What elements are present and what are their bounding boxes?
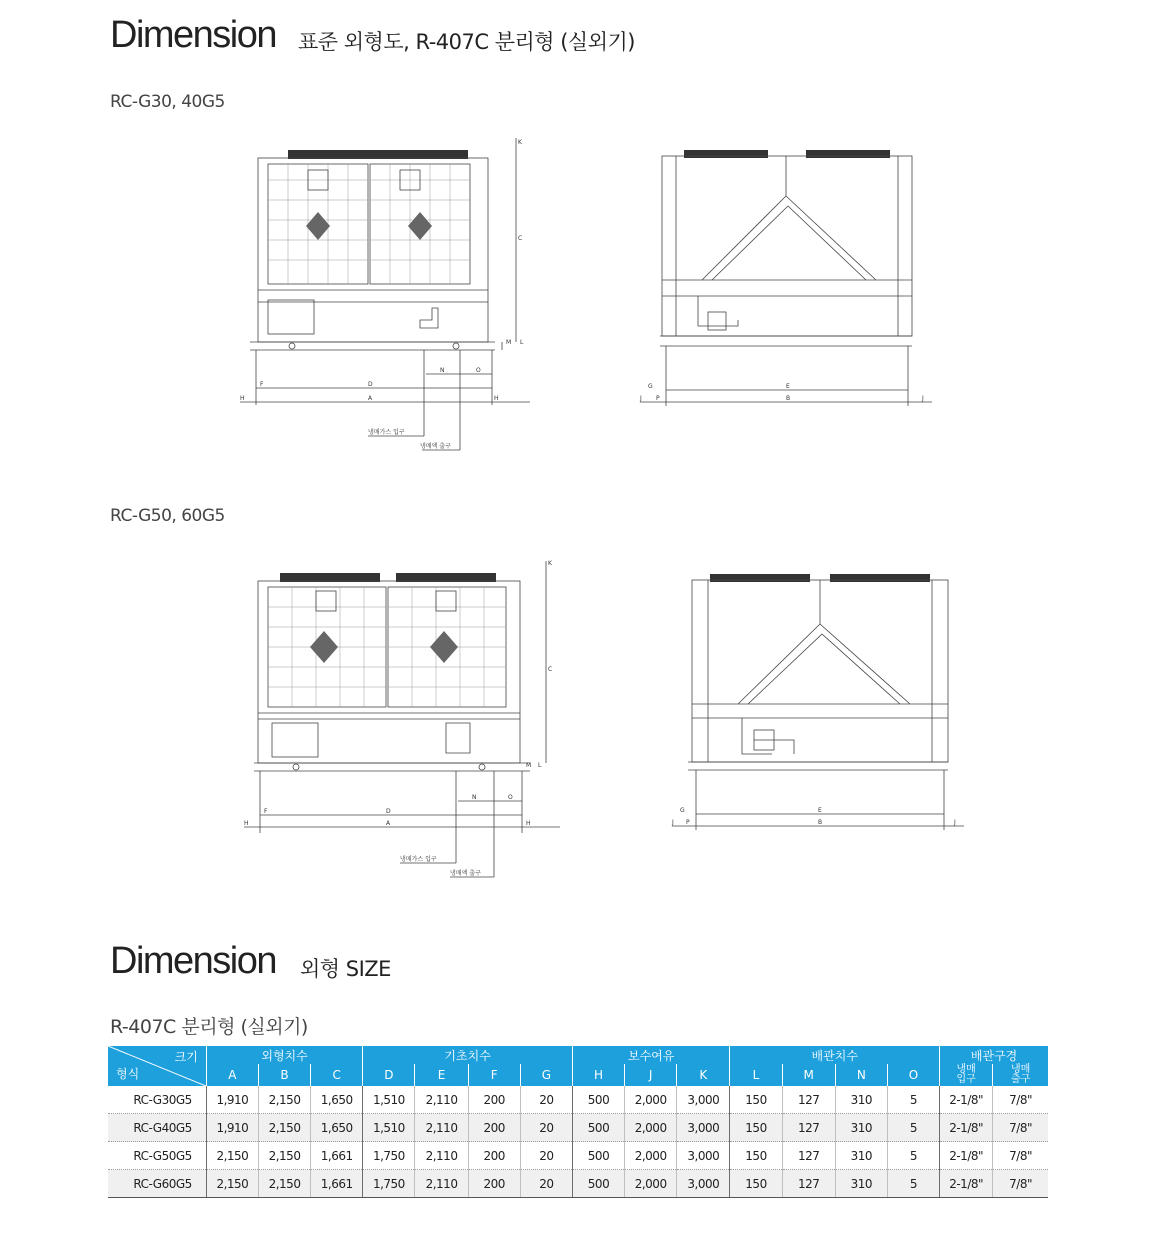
dim-label-l-2: L bbox=[538, 762, 542, 769]
col-header-pipe-out bbox=[993, 1064, 1048, 1086]
pipe-out-line1: 냉매 bbox=[1010, 1064, 1031, 1075]
table-row bbox=[108, 1142, 1048, 1170]
dim-label-n: N bbox=[440, 367, 445, 374]
corner-top-label: 크기 bbox=[174, 1050, 198, 1064]
dim-label-j-2: J bbox=[672, 819, 674, 826]
value-cell: 2,150 bbox=[206, 1142, 258, 1170]
dim-label-c-2: C bbox=[548, 666, 553, 673]
model-label-first: RC-G30, 40G5 bbox=[110, 92, 225, 112]
col-header-h: H bbox=[572, 1064, 624, 1086]
liquid-outlet-label: 냉매액 출구 bbox=[420, 443, 451, 450]
dim-label-m: M bbox=[506, 339, 512, 346]
value-cell: 500 bbox=[572, 1114, 624, 1142]
value-cell: 1,510 bbox=[363, 1086, 415, 1114]
value-cell: 200 bbox=[468, 1142, 520, 1170]
value-cell: 7/8" bbox=[993, 1114, 1048, 1142]
group-header-piping: 배관치수 bbox=[730, 1046, 940, 1064]
value-cell: 5 bbox=[887, 1114, 939, 1142]
corner-bottom-label: 형식 bbox=[116, 1067, 140, 1081]
col-header-k: K bbox=[677, 1064, 730, 1086]
table-title: R-407C 분리형 (실외기) bbox=[110, 1016, 308, 1038]
dim-label-h2: H bbox=[494, 395, 499, 402]
value-cell: 1,750 bbox=[363, 1170, 415, 1198]
dim-label-d: D bbox=[368, 381, 373, 388]
value-cell: 500 bbox=[572, 1086, 624, 1114]
value-cell: 7/8" bbox=[993, 1142, 1048, 1170]
dim-label-f-2: F bbox=[264, 808, 268, 815]
value-cell: 5 bbox=[887, 1170, 939, 1198]
value-cell: 2,000 bbox=[625, 1170, 677, 1198]
value-cell: 2,150 bbox=[258, 1086, 310, 1114]
value-cell: 1,650 bbox=[311, 1114, 363, 1142]
value-cell: 2-1/8" bbox=[940, 1114, 993, 1142]
dim-label-a-2: A bbox=[386, 820, 391, 827]
pipe-in-line2: 입구 bbox=[956, 1074, 976, 1085]
col-header-j: J bbox=[625, 1064, 677, 1086]
value-cell: 2,000 bbox=[625, 1142, 677, 1170]
value-cell: 310 bbox=[835, 1142, 887, 1170]
value-cell: 310 bbox=[835, 1170, 887, 1198]
value-cell: 20 bbox=[520, 1142, 572, 1170]
value-cell: 310 bbox=[835, 1114, 887, 1142]
table-row bbox=[108, 1086, 1048, 1114]
group-header-pipe-size: 배관구경 bbox=[940, 1046, 1048, 1064]
value-cell: 127 bbox=[782, 1114, 835, 1142]
dim-label-k-2: K bbox=[548, 560, 552, 567]
dim-label-d-2: D bbox=[386, 808, 391, 815]
section-subtitle: 표준 외형도, R-407C 분리형 (실외기) bbox=[298, 30, 635, 54]
side-view-drawing-1 bbox=[636, 146, 936, 416]
dim-label-m-2: M bbox=[526, 762, 532, 769]
value-cell: 2,110 bbox=[415, 1170, 468, 1198]
col-header-g: G bbox=[520, 1064, 572, 1086]
value-cell: 5 bbox=[887, 1086, 939, 1114]
value-cell: 2-1/8" bbox=[940, 1086, 993, 1114]
value-cell: 127 bbox=[782, 1142, 835, 1170]
value-cell: 150 bbox=[730, 1142, 782, 1170]
group-header-outer: 외형치수 bbox=[206, 1046, 363, 1064]
model-cell: RC-G30G5 bbox=[108, 1086, 206, 1114]
value-cell: 1,661 bbox=[311, 1170, 363, 1198]
value-cell: 310 bbox=[835, 1086, 887, 1114]
value-cell: 2,000 bbox=[625, 1086, 677, 1114]
value-cell: 2,110 bbox=[415, 1114, 468, 1142]
value-cell: 127 bbox=[782, 1086, 835, 1114]
value-cell: 150 bbox=[730, 1170, 782, 1198]
value-cell: 200 bbox=[468, 1170, 520, 1198]
value-cell: 20 bbox=[520, 1086, 572, 1114]
value-cell: 2,150 bbox=[258, 1142, 310, 1170]
model-cell: RC-G50G5 bbox=[108, 1142, 206, 1170]
section-subtitle-2: 외형 SIZE bbox=[300, 957, 391, 981]
dim-label-n-2: N bbox=[472, 794, 477, 801]
section-title: Dimension bbox=[110, 14, 277, 56]
col-header-a: A bbox=[206, 1064, 258, 1086]
dim-label-a: A bbox=[368, 395, 373, 402]
dim-label-f: F bbox=[260, 381, 264, 388]
model-cell: RC-G60G5 bbox=[108, 1170, 206, 1198]
value-cell: 150 bbox=[730, 1114, 782, 1142]
value-cell: 20 bbox=[520, 1170, 572, 1198]
gas-inlet-label-2: 냉매가스 입구 bbox=[400, 856, 437, 863]
liquid-outlet-label-2: 냉매액 출구 bbox=[450, 870, 481, 877]
value-cell: 1,910 bbox=[206, 1086, 258, 1114]
value-cell: 20 bbox=[520, 1114, 572, 1142]
col-header-l: L bbox=[730, 1064, 782, 1086]
value-cell: 2,150 bbox=[258, 1114, 310, 1142]
dim-label-p: P bbox=[656, 395, 660, 402]
front-view-drawing-2 bbox=[240, 553, 570, 883]
value-cell: 5 bbox=[887, 1142, 939, 1170]
dim-label-b-2: B bbox=[818, 819, 823, 826]
col-header-n: N bbox=[835, 1064, 887, 1086]
col-header-b: B bbox=[258, 1064, 310, 1086]
value-cell: 1,750 bbox=[363, 1142, 415, 1170]
value-cell: 1,910 bbox=[206, 1114, 258, 1142]
dim-label-h-2: H bbox=[244, 820, 249, 827]
group-header-clearance: 보수여유 bbox=[572, 1046, 730, 1064]
dim-label-l: L bbox=[520, 339, 524, 346]
value-cell: 1,661 bbox=[311, 1142, 363, 1170]
col-header-o: O bbox=[887, 1064, 939, 1086]
dim-label-j2: J bbox=[922, 395, 924, 402]
section-title-2: Dimension bbox=[110, 940, 277, 982]
value-cell: 150 bbox=[730, 1086, 782, 1114]
value-cell: 3,000 bbox=[677, 1086, 730, 1114]
model-cell: RC-G40G5 bbox=[108, 1114, 206, 1142]
col-header-e: E bbox=[415, 1064, 468, 1086]
dim-label-g-2: G bbox=[680, 807, 685, 814]
dim-label-g: G bbox=[648, 383, 653, 390]
value-cell: 2,150 bbox=[258, 1170, 310, 1198]
col-header-f: F bbox=[468, 1064, 520, 1086]
value-cell: 2,150 bbox=[206, 1170, 258, 1198]
value-cell: 1,510 bbox=[363, 1114, 415, 1142]
col-header-pipe-in bbox=[940, 1064, 993, 1086]
table-corner-header bbox=[108, 1046, 206, 1086]
dim-label-j: J bbox=[640, 395, 642, 402]
col-header-c: C bbox=[311, 1064, 363, 1086]
col-header-d: D bbox=[363, 1064, 415, 1086]
value-cell: 3,000 bbox=[677, 1170, 730, 1198]
value-cell: 2-1/8" bbox=[940, 1142, 993, 1170]
dim-label-e-2: E bbox=[818, 807, 822, 814]
dim-label-b: B bbox=[786, 395, 791, 402]
dim-label-h: H bbox=[240, 395, 245, 402]
dim-label-h2-2: H bbox=[526, 820, 531, 827]
col-header-m: M bbox=[782, 1064, 835, 1086]
value-cell: 200 bbox=[468, 1114, 520, 1142]
value-cell: 7/8" bbox=[993, 1086, 1048, 1114]
value-cell: 1,650 bbox=[311, 1086, 363, 1114]
value-cell: 7/8" bbox=[993, 1170, 1048, 1198]
dim-label-k: K bbox=[518, 139, 522, 146]
model-label-second: RC-G50, 60G5 bbox=[110, 506, 225, 526]
value-cell: 2,110 bbox=[415, 1086, 468, 1114]
value-cell: 3,000 bbox=[677, 1142, 730, 1170]
table-body bbox=[108, 1086, 1048, 1198]
value-cell: 2-1/8" bbox=[940, 1170, 993, 1198]
value-cell: 500 bbox=[572, 1170, 624, 1198]
value-cell: 500 bbox=[572, 1142, 624, 1170]
group-header-foundation: 기초치수 bbox=[363, 1046, 573, 1064]
side-view-drawing-2 bbox=[668, 570, 968, 840]
gas-inlet-label: 냉매가스 입구 bbox=[368, 429, 405, 436]
dim-label-j2-2: J bbox=[954, 819, 956, 826]
table-row bbox=[108, 1170, 1048, 1198]
dim-label-p-2: P bbox=[686, 819, 690, 826]
dimension-table bbox=[108, 1046, 1048, 1198]
value-cell: 3,000 bbox=[677, 1114, 730, 1142]
pipe-in-line1: 냉매 bbox=[956, 1064, 976, 1075]
pipe-out-line2: 출구 bbox=[1010, 1074, 1031, 1085]
dim-label-o-2: O bbox=[508, 794, 513, 801]
value-cell: 127 bbox=[782, 1170, 835, 1198]
table-row bbox=[108, 1114, 1048, 1142]
dim-label-o: O bbox=[476, 367, 481, 374]
dim-label-e: E bbox=[786, 383, 790, 390]
value-cell: 2,000 bbox=[625, 1114, 677, 1142]
value-cell: 2,110 bbox=[415, 1142, 468, 1170]
front-view-drawing-1 bbox=[230, 130, 540, 460]
value-cell: 200 bbox=[468, 1086, 520, 1114]
dim-label-c: C bbox=[518, 235, 523, 242]
